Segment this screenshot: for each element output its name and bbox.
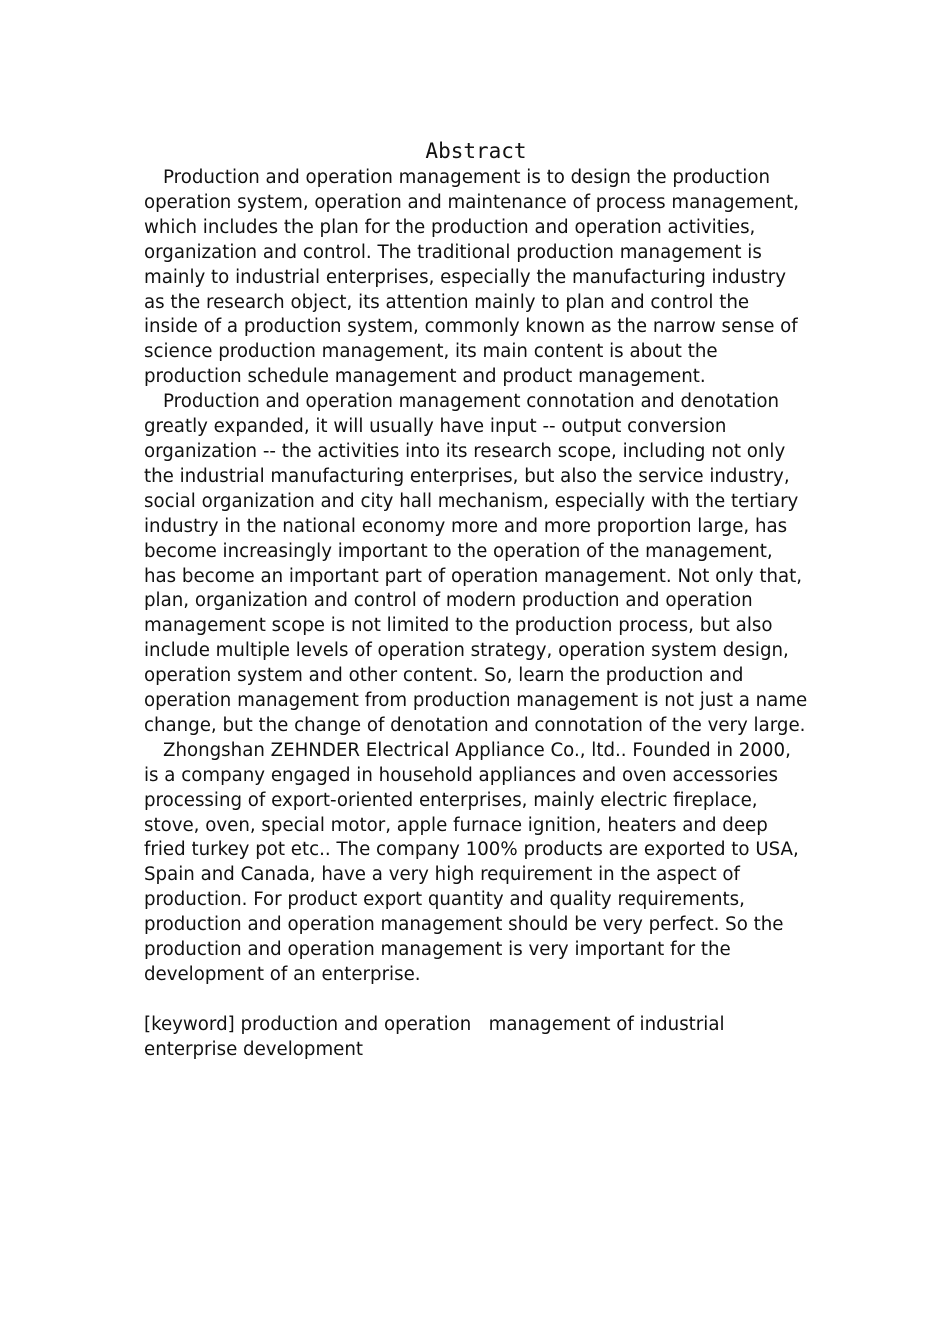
abstract-title: Abstract — [425, 139, 527, 163]
abstract-paragraph-3: Zhongshan ZEHNDER Electrical Appliance Co., ltd.. Founded in 2000, is a company engaged in household appliances and oven accessories processing of export-oriented enterprises, mainly electric fireplace, stove, oven, special motor, apple furnace ignition, heaters and deep fried turkey pot etc.. The company 100% products are exported to USA, Spain and Canada, have a very high requirement in the aspect of production. For product export quantity and quality requirements, production and operation management should be very perfect. So the production and operation management is very important for the development of an enterprise. — [144, 739, 799, 985]
abstract-paragraph-1: Production and operation management is to design the production operation system, operation and maintenance of process management, which includes the plan for the production and operation activities, organization and control. The traditional production management is mainly to industrial enterprises, especially the manufacturing industry as the research object, its attention mainly to plan and control the inside of a production system, commonly known as the narrow sense of science production management, its main content is about the production schedule management and product management. — [144, 167, 800, 388]
keywords-line: [keyword] production and operation management of industrial enterprise development — [144, 1013, 731, 1060]
abstract-paragraph-2: Production and operation management connotation and denotation greatly expanded, it will usually have input -- output conversion organization -- the activities into its research scope, including not only the industrial manufacturing enterprises, but also the service industry, social organization and city hall mechanism, especially with the tertiary industry in the national economy more and more proportion large, has become increasingly important to the operation of the management, has become an important part of operation management. Not only that, plan, organization and control of modern production and operation management scope is not limited to the production process, but also include multiple levels of operation strategy, operation system design, operation system and other content. So, learn the production and operation management from production management is not just a name change, but the change of denotation and connotation of the very large. — [144, 391, 808, 736]
abstract-section — [144, 136, 808, 1063]
paragraph-spacer — [144, 988, 808, 1013]
